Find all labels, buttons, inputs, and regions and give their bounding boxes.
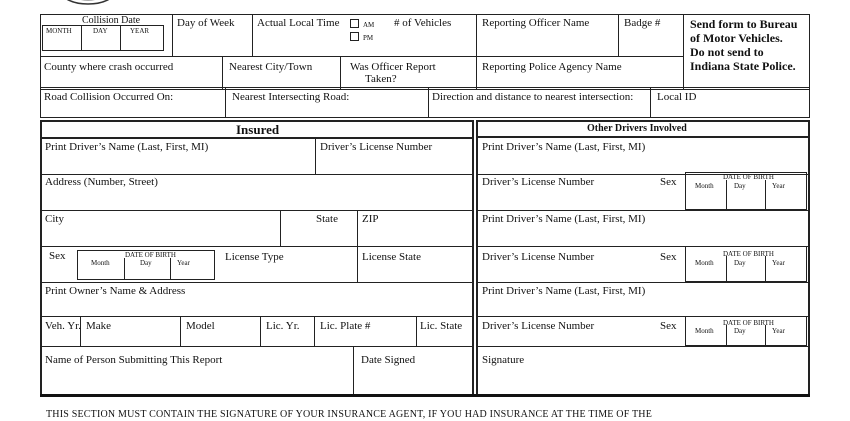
insured-driver-name-label: Print Driver’s Name (Last, First, MI): [45, 141, 209, 153]
direction-distance-label: Direction and distance to nearest intersection:: [432, 91, 634, 103]
local-id-label: Local ID: [657, 91, 697, 103]
lic-plate-input[interactable]: [318, 332, 412, 344]
other-driver-1-dob-year-input[interactable]: [767, 194, 805, 206]
insured-title: Insured: [236, 122, 280, 137]
pm-label: PM: [363, 34, 374, 42]
other-driver-1-dob-month-label: Month: [695, 182, 714, 190]
insured-license-number-input[interactable]: [318, 155, 470, 171]
insured-license-type-label: License Type: [225, 251, 284, 263]
lic-yr-label: Lic. Yr.: [266, 320, 300, 332]
submitter-name-label: Name of Person Submitting This Report: [45, 354, 223, 366]
model-input[interactable]: [184, 332, 256, 344]
collision-date-label: Collision Date: [82, 15, 141, 26]
other-driver-3-license-input[interactable]: [480, 333, 650, 345]
reporting-agency-label: Reporting Police Agency Name: [482, 61, 622, 73]
day-of-week-input[interactable]: [175, 32, 249, 52]
reporting-officer-label: Reporting Officer Name: [482, 17, 590, 29]
reporting-officer-input[interactable]: [480, 32, 614, 52]
other-driver-2-sex-input[interactable]: [656, 266, 682, 280]
nearest-city-input[interactable]: [226, 74, 336, 88]
insured-zip-input[interactable]: [360, 228, 470, 244]
other-driver-1-dob-year-label: Year: [772, 182, 785, 190]
make-input[interactable]: [84, 332, 176, 344]
footer-divider: [40, 394, 810, 397]
nearest-intersecting-road-input[interactable]: [230, 104, 424, 116]
lic-yr-input[interactable]: [264, 332, 312, 344]
collision-date-month-input[interactable]: [44, 36, 80, 49]
other-drivers-title: Other Drivers Involved: [587, 123, 687, 134]
insured-dob-day-input[interactable]: [126, 268, 169, 279]
lic-state-label: Lic. State: [420, 320, 463, 332]
insured-dob-label: DATE OF BIRTH: [125, 251, 176, 259]
other-driver-2-dob-label: DATE OF BIRTH: [723, 250, 774, 258]
notice-line-1: Send form to Bureau: [690, 17, 798, 31]
date-signed-label: Date Signed: [361, 354, 416, 366]
insured-sex-input[interactable]: [46, 264, 74, 278]
other-driver-2-name-label: Print Driver’s Name (Last, First, MI): [482, 213, 646, 225]
other-driver-3-dob-year-label: Year: [772, 327, 785, 335]
day-of-week-label: Day of Week: [177, 17, 235, 29]
other-driver-3-license-label: Driver’s License Number: [482, 320, 595, 332]
insured-dob-year-label: Year: [177, 259, 190, 267]
insured-address-input[interactable]: [44, 190, 470, 206]
am-checkbox[interactable]: [350, 19, 359, 28]
insured-zip-label: ZIP: [362, 213, 379, 225]
other-driver-3-dob-day-label: Day: [734, 327, 746, 335]
insured-driver-name-input[interactable]: [44, 155, 312, 171]
other-driver-2-dob-day-label: Day: [734, 259, 746, 267]
badge-label: Badge #: [624, 17, 661, 29]
other-driver-3-sex-label: Sex: [660, 320, 677, 332]
local-id-input[interactable]: [655, 104, 805, 116]
direction-distance-input[interactable]: [432, 104, 646, 116]
pm-checkbox[interactable]: [350, 32, 359, 41]
insured-city-input[interactable]: [44, 228, 276, 244]
veh-yr-input[interactable]: [44, 332, 78, 344]
other-driver-3-dob-month-label: Month: [695, 327, 714, 335]
insured-state-input[interactable]: [284, 228, 354, 244]
model-label: Model: [186, 320, 215, 332]
other-driver-3-dob-label: DATE OF BIRTH: [723, 319, 774, 327]
other-driver-3-name-label: Print Driver’s Name (Last, First, MI): [482, 285, 646, 297]
other-driver-2-name-input[interactable]: [480, 228, 806, 244]
lic-plate-label: Lic. Plate #: [320, 320, 371, 332]
other-driver-3-name-input[interactable]: [480, 299, 806, 313]
actual-local-time-input[interactable]: [256, 32, 346, 52]
other-driver-1-license-input[interactable]: [480, 192, 650, 206]
insured-license-type-input[interactable]: [222, 265, 352, 279]
signature-input[interactable]: [480, 370, 806, 390]
year-label: YEAR: [130, 27, 150, 35]
other-driver-1-dob-label: DATE OF BIRTH: [723, 173, 774, 181]
insured-license-number-label: Driver’s License Number: [320, 141, 433, 153]
send-form-notice: [690, 17, 797, 73]
other-driver-3-dob-month-input[interactable]: [687, 336, 724, 345]
other-driver-2-license-input[interactable]: [480, 265, 650, 279]
make-label: Make: [86, 320, 112, 332]
other-driver-2-dob-month-label: Month: [695, 259, 714, 267]
road-collision-input[interactable]: [44, 104, 222, 116]
other-driver-2-dob-year-input[interactable]: [767, 268, 805, 280]
insured-dob-month-label: Month: [91, 259, 110, 267]
day-label: DAY: [93, 27, 108, 35]
insured-dob-month-input[interactable]: [79, 268, 122, 279]
insured-dob-day-label: Day: [140, 259, 152, 267]
num-vehicles-input[interactable]: [392, 32, 472, 52]
actual-local-time-label: Actual Local Time: [257, 17, 340, 29]
veh-yr-label: Veh. Yr.: [45, 320, 81, 332]
notice-line-2: of Motor Vehicles.: [690, 31, 783, 45]
insured-state-label: State: [316, 213, 338, 225]
insured-owner-label: Print Owner’s Name & Address: [45, 285, 186, 297]
taken-label: Taken?: [365, 73, 397, 85]
footer-notice: THIS SECTION MUST CONTAIN THE SIGNATURE OF YOUR INSURANCE AGENT, IF YOU HAD INSURANCE AT THE TIME OF THE: [46, 409, 653, 420]
collision-date-day-input[interactable]: [83, 36, 119, 49]
insured-license-state-input[interactable]: [360, 265, 470, 279]
notice-line-3: Do not send to: [690, 45, 764, 59]
other-driver-3-sex-input[interactable]: [656, 333, 682, 345]
other-driver-2-dob-day-input[interactable]: [728, 268, 763, 280]
date-signed-input[interactable]: [358, 370, 470, 390]
other-driver-2-dob-year-label: Year: [772, 259, 785, 267]
county-input[interactable]: [44, 74, 218, 88]
other-driver-3-dob-day-input[interactable]: [728, 336, 763, 345]
insured-owner-input[interactable]: [44, 299, 470, 313]
am-label: AM: [363, 21, 375, 29]
badge-input[interactable]: [620, 32, 682, 52]
nearest-city-label: Nearest City/Town: [229, 61, 313, 73]
num-vehicles-label: # of Vehicles: [394, 17, 452, 29]
lic-state-input[interactable]: [420, 332, 470, 344]
nearest-intersecting-road-label: Nearest Intersecting Road:: [232, 91, 350, 103]
insured-city-label: City: [45, 213, 64, 225]
county-label: County where crash occurred: [44, 61, 174, 73]
other-driver-2-license-label: Driver’s License Number: [482, 251, 595, 263]
other-driver-2-sex-label: Sex: [660, 251, 677, 263]
other-driver-1-sex-input[interactable]: [656, 192, 682, 206]
was-officer-report-label: Was Officer Report: [350, 61, 436, 73]
other-driver-1-dob-day-label: Day: [734, 182, 746, 190]
signature-label: Signature: [482, 354, 525, 366]
submitter-name-input[interactable]: [44, 370, 348, 390]
other-driver-1-license-label: Driver’s License Number: [482, 176, 595, 188]
state-seal-icon: [58, 0, 118, 6]
insured-license-state-label: License State: [362, 251, 421, 263]
month-label: MONTH: [46, 27, 72, 35]
notice-line-4: Indiana State Police.: [690, 59, 796, 73]
road-collision-label: Road Collision Occurred On:: [44, 91, 174, 103]
other-driver-1-sex-label: Sex: [660, 176, 677, 188]
other-driver-3-dob-year-input[interactable]: [767, 336, 805, 345]
insured-dob-year-input[interactable]: [172, 268, 214, 279]
collision-date-year-input[interactable]: [122, 36, 162, 49]
other-driver-1-dob-day-input[interactable]: [728, 194, 763, 206]
insured-sex-label: Sex: [49, 250, 66, 262]
reporting-agency-input[interactable]: [480, 74, 680, 88]
other-driver-2-dob-month-input[interactable]: [687, 268, 724, 280]
other-driver-1-name-label: Print Driver’s Name (Last, First, MI): [482, 141, 646, 153]
other-driver-1-name-input[interactable]: [480, 155, 806, 171]
other-driver-1-dob-month-input[interactable]: [687, 194, 724, 206]
insured-address-label: Address (Number, Street): [45, 176, 158, 188]
